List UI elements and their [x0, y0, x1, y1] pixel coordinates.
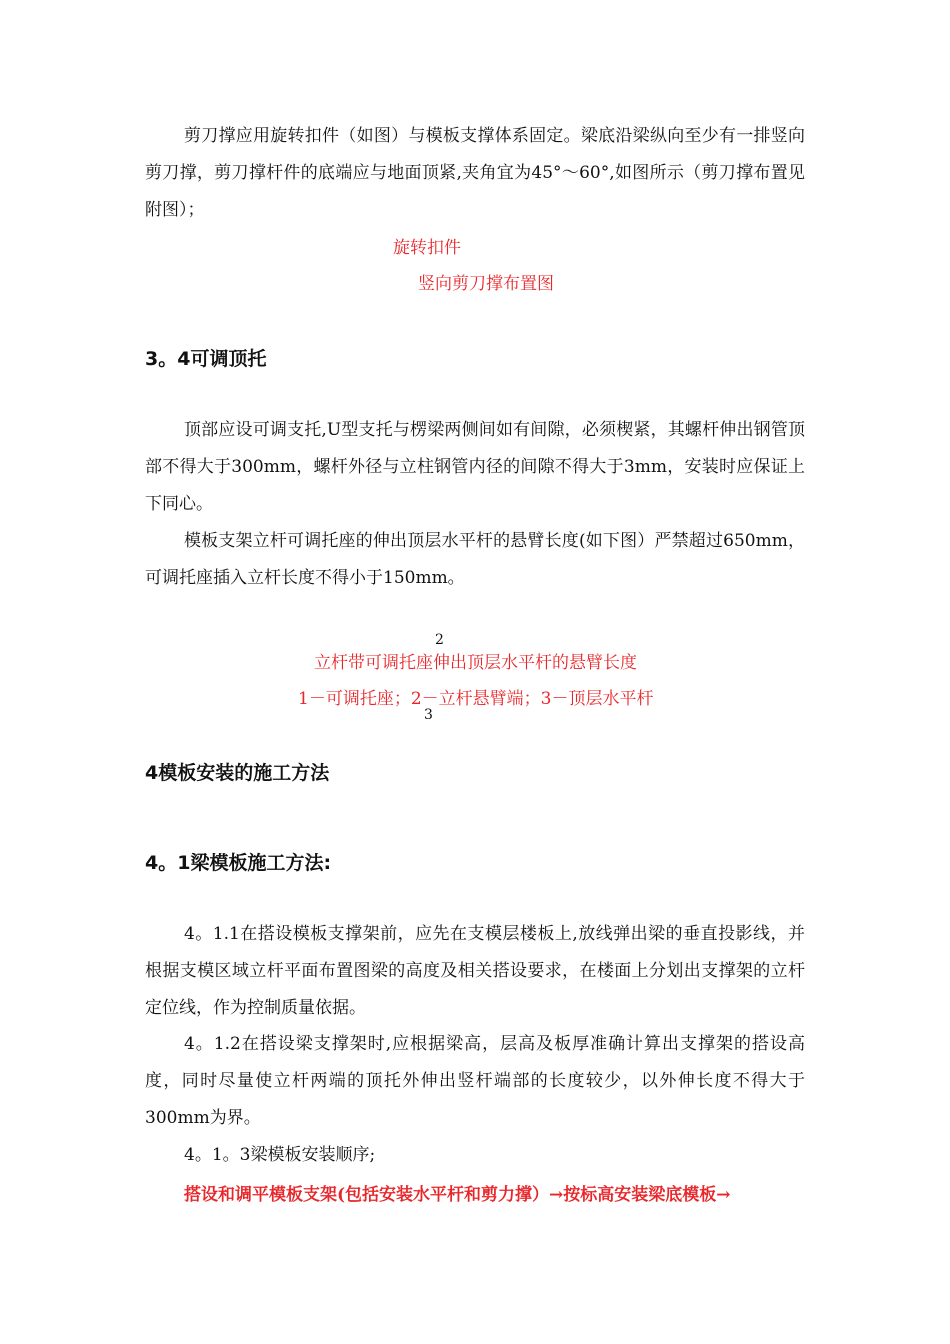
section-heading-4-1: 4。1梁模板施工方法: — [145, 852, 332, 874]
figure-caption-scissor-layout: 竖向剪刀撑布置图 — [418, 274, 554, 294]
section-heading-3-4: 3。4可调顶托 — [145, 348, 267, 370]
figure-legend-cantilever: 1－可调托座；2－立杆悬臂端；3－顶层水平杆 — [298, 689, 654, 709]
paragraph-4-1-1: 4。1.1在搭设模板支撑架前，应先在支模层楼板上,放线弹出梁的垂直投影线，并根据支模区域立杆平面布置图梁的高度及相关搭设要求，在楼面上分划出支撑架的立杆定位线，作为控制质量依据。 — [145, 924, 805, 1018]
paragraph-4-1-2: 4。1.2在搭设梁支撑架时,应根据梁高，层高及板厚准确计算出支撑架的搭设高度，同时尽量使立杆两端的顶托外伸出竖杆端部的长度较少，以外伸长度不得大于300mm为界。 — [145, 1034, 805, 1128]
paragraph-cantilever-limit: 模板支架立杆可调托座的伸出顶层水平杆的悬臂长度(如下图）严禁超过650mm，可调托座插入立杆长度不得小于150mm。 — [145, 531, 805, 588]
section-heading-4: 4模板安装的施工方法 — [145, 762, 330, 784]
figure-marker-3: 3 — [424, 707, 433, 723]
paragraph-adjustable-support: 顶部应设可调支托,U型支托与楞梁两侧间如有间隙，必须楔紧，其螺杆伸出钢管顶部不得大于300mm，螺杆外径与立柱钢管内径的间隙不得大于3mm，安装时应保证上下同心。 — [145, 420, 805, 514]
installation-sequence: 搭设和调平模板支架(包括安装水平杆和剪力撑）→按标高安装梁底模板→ — [184, 1185, 731, 1205]
figure-caption-rotating-fastener: 旋转扣件 — [393, 238, 461, 258]
figure-caption-cantilever: 立杆带可调托座伸出顶层水平杆的悬臂长度 — [314, 653, 637, 673]
paragraph-4-1-3: 4。1。3梁模板安装顺序; — [184, 1145, 376, 1165]
figure-marker-2: 2 — [435, 632, 444, 648]
paragraph-scissor-bracing: 剪刀撑应用旋转扣件（如图）与模板支撑体系固定。梁底沿梁纵向至少有一排竖向剪刀撑，剪刀撑杆件的底端应与地面顶紧,夹角宜为45°～60°,如图所示（剪刀撑布置见附图）； — [145, 126, 805, 220]
